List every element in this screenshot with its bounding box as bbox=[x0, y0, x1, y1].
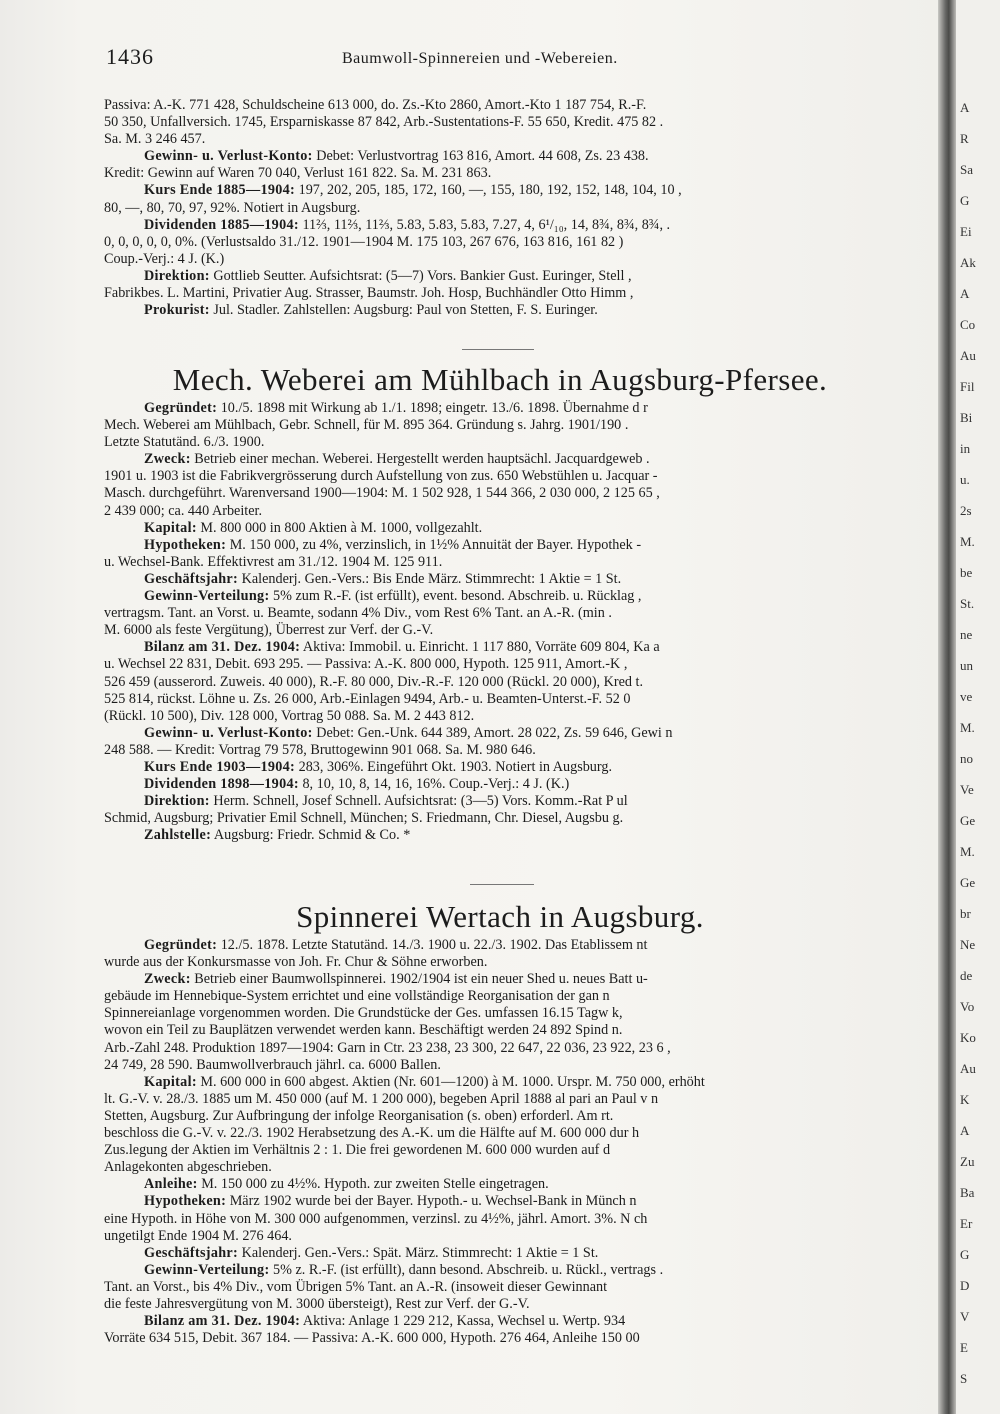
entry-text: Herm. Schnell, Josef Schnell. Aufsichtsrat: (3—5) Vors. Komm.-Rat P ul bbox=[209, 793, 628, 810]
entry-text: M. 150 000, zu 4%, verzinslich, in 1½% Annuität der Bayer. Hypothek - bbox=[226, 536, 642, 553]
text-line bbox=[104, 954, 904, 971]
text-line bbox=[104, 200, 904, 217]
text-line bbox=[104, 742, 904, 759]
margin-fragment: Bi bbox=[960, 410, 973, 425]
margin-fragment: E bbox=[960, 1340, 968, 1355]
entry-text: ungetilgt Ende 1904 M. 276 464. bbox=[104, 1227, 292, 1244]
entry-text: Debet: Verlustvortrag 163 816, Amort. 44 608, Zs. 23 438. bbox=[312, 148, 649, 165]
entry-label: Gewinn- u. Verlust-Konto: bbox=[144, 148, 313, 165]
text-line bbox=[104, 537, 904, 554]
entry-text: 5% zum R.-F. (ist erfüllt), event. besond. Abschreib. u. Rücklag , bbox=[269, 588, 642, 605]
margin-fragment: Co bbox=[960, 317, 976, 332]
margin-fragment: M. bbox=[960, 720, 975, 735]
section-title-spinnerei-wertach: Spinnerei Wertach in Augsburg. bbox=[296, 899, 704, 934]
text-line bbox=[104, 468, 904, 485]
section-title-mech-weberei: Mech. Weberei am Mühlbach in Augsburg-Pfersee. bbox=[172, 362, 828, 397]
text-line bbox=[104, 1057, 904, 1074]
text-line bbox=[104, 827, 904, 844]
entry-text: Passiva: A.-K. 771 428, Schuldscheine 613 000, do. Zs.-Kto 2860, Amort.-Kto 1 187 754, R.-F. bbox=[104, 97, 647, 113]
text-line bbox=[104, 1279, 904, 1296]
margin-fragment: Zu bbox=[960, 1154, 975, 1169]
text-line bbox=[104, 937, 904, 954]
margin-fragment: A bbox=[960, 100, 970, 115]
text-line bbox=[104, 485, 904, 502]
text-line bbox=[104, 1228, 904, 1245]
entry-text: 50 350, Unfallversich. 1745, Ersparniskasse 87 842, Arb.-Sustentations-F. 55 650, Kredit. 475 82 . bbox=[104, 114, 664, 131]
text-line bbox=[104, 810, 904, 827]
margin-fragment: Ge bbox=[960, 813, 976, 828]
entry-label: Geschäftsjahr: bbox=[144, 1244, 239, 1261]
entry-text: Masch. durchgeführt. Warenversand 1900—1904: M. 1 502 928, 1 544 366, 2 030 000, 2 125 65 , bbox=[104, 485, 660, 502]
text-line bbox=[104, 182, 904, 199]
margin-fragment: Ko bbox=[960, 1030, 976, 1045]
text-line bbox=[104, 131, 904, 148]
text-line bbox=[104, 520, 904, 537]
entry-text: Arb.-Zahl 248. Produktion 1897—1904: Garn in Ctr. 23 238, 23 300, 22 647, 22 036, 23 922, 23 6 , bbox=[104, 1039, 671, 1056]
entry-label: Zweck: bbox=[144, 451, 191, 468]
margin-fragment: S bbox=[960, 1371, 968, 1386]
entry-label: Zweck: bbox=[144, 971, 191, 988]
margin-fragment: M. bbox=[960, 844, 975, 859]
margin-fragment: Ba bbox=[960, 1185, 975, 1200]
text-line bbox=[104, 656, 904, 673]
margin-fragment: un bbox=[960, 658, 973, 673]
text-line bbox=[104, 503, 904, 520]
text-line bbox=[104, 1005, 904, 1022]
entry-text: Anlagekonten abgeschrieben. bbox=[104, 1159, 272, 1176]
section-mech-weberei bbox=[104, 400, 904, 844]
page-number: 1436 bbox=[106, 44, 154, 69]
entry-text: Augsburg: Friedr. Schmid & Co. * bbox=[211, 827, 411, 844]
margin-fragment: u. bbox=[960, 472, 970, 487]
entry-label: Kapital: bbox=[144, 519, 197, 536]
entry-label: Gewinn-Verteilung: bbox=[144, 588, 270, 605]
text-line bbox=[104, 605, 904, 622]
text-line bbox=[104, 1262, 904, 1279]
entry-text: M. 150 000 zu 4½%. Hypoth. zur zweiten Stelle eingetragen. bbox=[197, 1176, 549, 1193]
text-line bbox=[104, 674, 904, 691]
text-line bbox=[104, 1330, 904, 1347]
margin-fragment: Er bbox=[960, 1216, 973, 1231]
entry-text: 283, 306%. Eingeführt Okt. 1903. Notiert in Augsburg. bbox=[295, 758, 613, 775]
text-line bbox=[104, 1108, 904, 1125]
section-divider bbox=[470, 884, 534, 885]
margin-fragment: D bbox=[960, 1278, 970, 1293]
text-line bbox=[104, 588, 904, 605]
section-spinnerei-wertach bbox=[104, 937, 904, 1347]
page-header bbox=[106, 44, 906, 74]
entry-text: 12./5. 1878. Letzte Statutänd. 14./3. 1900 u. 22./3. 1902. Das Etablissem nt bbox=[217, 937, 648, 953]
text-line bbox=[104, 1296, 904, 1313]
entry-text: 248 588. — Kredit: Vortrag 79 578, Bruttogewinn 901 068. Sa. M. 980 646. bbox=[104, 741, 536, 758]
text-line bbox=[104, 639, 904, 656]
entry-text: Aktiva: Immobil. u. Einricht. 1 117 880, Vorräte 609 804, Ka a bbox=[300, 639, 660, 656]
text-line bbox=[104, 725, 904, 742]
margin-fragment: Sa bbox=[960, 162, 973, 177]
entry-text: Betrieb einer mechan. Weberei. Hergestellt werden hauptsächl. Jacquardgeweb . bbox=[190, 451, 650, 468]
entry-text: Mech. Weberei am Mühlbach, Gebr. Schnell, für M. 895 364. Gründung s. Jahrg. 1901/190 . bbox=[104, 417, 629, 434]
entry-text: 0, 0, 0, 0, 0, 0%. (Verlustsaldo 31./12. 1901—1904 M. 175 103, 267 676, 163 816, 161 82 ) bbox=[104, 233, 624, 250]
entry-text: M. 6000 als feste Vergütung), Überrest zur Verf. der G.-V. bbox=[104, 622, 434, 639]
text-line bbox=[104, 217, 904, 234]
section-divider bbox=[462, 349, 534, 350]
entry-text: Schmid, Augsburg; Privatier Emil Schnell, München; S. Friedmann, Chr. Diesel, Augsbu g. bbox=[104, 810, 624, 827]
text-line bbox=[104, 971, 904, 988]
text-line bbox=[104, 1159, 904, 1176]
margin-fragment: St. bbox=[960, 596, 975, 611]
text-line bbox=[104, 1142, 904, 1159]
entry-text: 24 749, 28 590. Baumwollverbrauch jährl. ca. 6000 Ballen. bbox=[104, 1056, 441, 1073]
entry-text: 10./5. 1898 mit Wirkung ab 1./1. 1898; eingetr. 13./6. 1898. Übernahme d r bbox=[217, 400, 648, 416]
margin-fragment: br bbox=[960, 906, 971, 921]
facing-page-margin bbox=[956, 0, 1000, 1414]
text-line bbox=[104, 554, 904, 571]
entry-text: M. 600 000 in 600 abgest. Aktien (Nr. 601—1200) à M. 1000. Urspr. M. 750 000, erhöht bbox=[196, 1073, 705, 1090]
text-line bbox=[104, 1074, 904, 1091]
text-line bbox=[104, 1245, 904, 1262]
entry-text: u. Wechsel 22 831, Debit. 693 295. — Passiva: A.-K. 800 000, Hypoth. 125 911, Amort.-K , bbox=[104, 656, 628, 673]
entry-text: Letzte Statutänd. 6./3. 1900. bbox=[104, 434, 265, 451]
margin-fragment: no bbox=[960, 751, 973, 766]
entry-text: März 1902 wurde bei der Bayer. Hypoth.- u. Wechsel-Bank in Münch n bbox=[226, 1193, 637, 1210]
entry-text: 197, 202, 205, 185, 172, 160, —, 155, 180, 192, 152, 148, 104, 10 , bbox=[295, 182, 682, 199]
margin-fragment: ne bbox=[960, 627, 973, 642]
text-line bbox=[104, 97, 904, 114]
margin-fragment: Ne bbox=[960, 937, 976, 952]
entry-label: Direktion: bbox=[144, 793, 210, 810]
entry-text: Coup.-Verj.: 4 J. (K.) bbox=[104, 250, 225, 267]
entry-text: 526 459 (ausserord. Zuweis. 40 000), R.-F. 80 000, Div.-R.-F. 120 000 (Rückl. 20 000), Kred t. bbox=[104, 673, 644, 690]
text-line bbox=[104, 708, 904, 725]
text-line bbox=[104, 148, 904, 165]
entry-label: Direktion: bbox=[144, 267, 210, 284]
margin-fragment: G bbox=[960, 1247, 970, 1262]
entry-label: Zahlstelle: bbox=[144, 827, 212, 844]
entry-text: Tant. an Vorst., bis 4% Div., vom Übrigen 5% Tant. an A.-R. (insoweit dieser Gewinnant bbox=[104, 1278, 608, 1295]
margin-fragment: R bbox=[960, 131, 969, 146]
margin-fragment: M. bbox=[960, 534, 975, 549]
entry-text: Aktiva: Anlage 1 229 212, Kassa, Wechsel u. Wertp. 934 bbox=[300, 1313, 626, 1330]
entry-text: 8, 10, 10, 8, 14, 16, 16%. Coup.-Verj.: 4 J. (K.) bbox=[298, 776, 570, 793]
entry-text: u. Wechsel-Bank. Effektivrest am 31./12. 1904 M. 125 911. bbox=[104, 553, 443, 570]
entry-text: Kalenderj. Gen.-Vers.: Spät. März. Stimmrecht: 1 Aktie = 1 St. bbox=[238, 1244, 599, 1261]
entry-text: Kredit: Gewinn auf Waren 70 040, Verlust 161 822. Sa. M. 231 863. bbox=[104, 165, 492, 182]
entry-text: 5% z. R.-F. (ist erfüllt), dann besond. Abschreib. u. Rückl., vertrags . bbox=[269, 1261, 664, 1278]
entry-text: Kalenderj. Gen.-Vers.: Bis Ende März. Stimmrecht: 1 Aktie = 1 St. bbox=[238, 570, 622, 587]
margin-fragment: Fil bbox=[960, 379, 975, 394]
entry-text: Sa. M. 3 246 457. bbox=[104, 131, 206, 148]
text-line bbox=[104, 1211, 904, 1228]
text-line bbox=[104, 434, 904, 451]
entry-label: Geschäftsjahr: bbox=[144, 570, 239, 587]
text-line bbox=[104, 285, 904, 302]
entry-text: die feste Jahresvergütung von M. 3000 übersteigt), Rest zur Verf. der G.-V. bbox=[104, 1295, 530, 1312]
margin-fragment: V bbox=[960, 1309, 970, 1324]
entry-text: Zus.legung der Aktien im Verhältnis 2 : 1. Die frei gewordenen M. 600 000 wurden auf d bbox=[104, 1142, 611, 1159]
text-line bbox=[104, 571, 904, 588]
book-gutter bbox=[938, 0, 956, 1414]
entry-text: eine Hypoth. in Höhe von M. 300 000 aufgenommen, verzinsl. zu 4½%, jährl. Amort. 3%. N ch bbox=[104, 1210, 648, 1227]
text-line bbox=[104, 417, 904, 434]
margin-fragment: K bbox=[960, 1092, 970, 1107]
entry-label: Gewinn-Verteilung: bbox=[144, 1261, 270, 1278]
entry-label: Kurs Ende 1903—1904: bbox=[144, 758, 296, 775]
text-line bbox=[104, 1193, 904, 1210]
entry-text: Betrieb einer Baumwollspinnerei. 1902/1904 ist ein neuer Shed u. neues Batt u- bbox=[190, 971, 648, 988]
entry-text: Gottlieb Seutter. Aufsichtsrat: (5—7) Vors. Bankier Gust. Euringer, Stell , bbox=[209, 267, 632, 284]
text-line bbox=[104, 451, 904, 468]
running-head: Baumwoll-Spinnereien und -Webereien. bbox=[342, 50, 618, 67]
entry-label: Gewinn- u. Verlust-Konto: bbox=[144, 724, 313, 741]
text-line bbox=[104, 114, 904, 131]
text-line bbox=[104, 793, 904, 810]
text-line bbox=[104, 1040, 904, 1057]
text-line bbox=[104, 165, 904, 182]
entry-label: Prokurist: bbox=[144, 302, 210, 319]
text-line bbox=[104, 691, 904, 708]
entry-text: Spinnereianlage vorgenommen worden. Die Grundstücke der Ges. umfassen 16.15 Tagw k, bbox=[104, 1005, 623, 1022]
entry-text: Stetten, Augsburg. Zur Aufbringung der infolge Reorganisation (s. oben) erforderl. Am rt. bbox=[104, 1107, 614, 1124]
entry-text: beschloss die G.-V. v. 22./3. 1902 Herabsetzung des A.-K. um die Hälfte auf M. 600 000 dur h bbox=[104, 1125, 640, 1142]
text-line bbox=[104, 268, 904, 285]
text-line bbox=[104, 622, 904, 639]
entry-label: Bilanz am 31. Dez. 1904: bbox=[144, 1313, 301, 1330]
entry-label: Gegründet: bbox=[144, 400, 218, 416]
text-line bbox=[104, 251, 904, 268]
text-line bbox=[104, 1125, 904, 1142]
margin-fragment: Au bbox=[960, 1061, 976, 1076]
entry-label: Hypotheken: bbox=[144, 536, 227, 553]
text-line bbox=[104, 400, 904, 417]
entry-label: Dividenden 1898—1904: bbox=[144, 776, 299, 793]
margin-fragment: ve bbox=[960, 689, 973, 704]
text-line bbox=[104, 234, 904, 251]
entry-text: lt. G.-V. v. 28./3. 1885 um M. 450 000 (auf M. 1 200 000), begeben April 1888 al pari an Paul v n bbox=[104, 1090, 659, 1107]
text-line bbox=[104, 776, 904, 793]
text-line bbox=[104, 759, 904, 776]
entry-text: Debet: Gen.-Unk. 644 389, Amort. 28 022, Zs. 59 646, Gewi n bbox=[312, 724, 673, 741]
margin-fragment: Ge bbox=[960, 875, 976, 890]
entry-text: gebäude im Hennebique-System errichtet und eine vollständige Reorganisation der gan n bbox=[104, 988, 610, 1005]
margin-fragment: Ei bbox=[960, 224, 972, 239]
entry-text: Vorräte 634 515, Debit. 367 184. — Passiva: A.-K. 600 000, Hypoth. 276 464, Anleihe 150 00 bbox=[104, 1330, 640, 1347]
entry-label: Bilanz am 31. Dez. 1904: bbox=[144, 639, 301, 656]
margin-fragment: A bbox=[960, 1123, 970, 1138]
margin-fragment: de bbox=[960, 968, 973, 983]
entry-text: 80, —, 80, 70, 97, 92%. Notiert in Augsburg. bbox=[104, 199, 361, 216]
entry-text: Fabrikbes. L. Martini, Privatier Aug. Strasser, Baumstr. Joh. Hosp, Buchhändler Otto Himm , bbox=[104, 285, 634, 302]
margin-fragment: G bbox=[960, 193, 970, 208]
text-line bbox=[104, 1022, 904, 1039]
entry-label: Kapital: bbox=[144, 1073, 197, 1090]
entry-text: Jul. Stadler. Zahlstellen: Augsburg: Paul von Stetten, F. S. Euringer. bbox=[209, 302, 598, 319]
entry-text: 2 439 000; ca. 440 Arbeiter. bbox=[104, 502, 263, 519]
entry-text: vertragsm. Tant. an Vorst. u. Beamte, sodann 4% Div., vom Rest 6% Tant. an A.-R. (min . bbox=[104, 605, 612, 622]
text-line bbox=[104, 302, 904, 319]
entry-label: Gegründet: bbox=[144, 937, 218, 953]
entry-label: Kurs Ende 1885—1904: bbox=[144, 182, 296, 199]
margin-fragment: Ve bbox=[960, 782, 974, 797]
margin-fragment: Vo bbox=[960, 999, 975, 1014]
entry-text: 525 814, rückst. Löhne u. Zs. 26 000, Arb.-Einlagen 9494, Arb.- u. Beamten-Unterst.-F. 52 0 bbox=[104, 690, 631, 707]
margin-fragment: Au bbox=[960, 348, 976, 363]
text-line bbox=[104, 1176, 904, 1193]
margin-fragment: Ak bbox=[960, 255, 976, 270]
text-line bbox=[104, 1091, 904, 1108]
margin-fragment: 2s bbox=[960, 503, 972, 518]
margin-fragment: be bbox=[960, 565, 973, 580]
entry-text: (Rückl. 10 500), Div. 128 000, Vortrag 50 088. Sa. M. 2 443 812. bbox=[104, 707, 475, 724]
section-previous-company-continued bbox=[104, 97, 904, 319]
entry-text: 11⅔, 11⅔, 11⅔, 5.83, 5.83, 5.83, 7.27, 4, 6¹/₁₀, 14, 8¾, 8¾, 8¾, . bbox=[298, 216, 671, 233]
entry-text: wovon ein Teil zu Bauplätzen verwendet werden kann. Beschäftigt werden 24 892 Spind n. bbox=[104, 1022, 623, 1039]
text-line bbox=[104, 1313, 904, 1330]
margin-fragment: in bbox=[960, 441, 971, 456]
text-line bbox=[104, 988, 904, 1005]
entry-label: Dividenden 1885—1904: bbox=[144, 216, 299, 233]
entry-label: Hypotheken: bbox=[144, 1193, 227, 1210]
entry-text: M. 800 000 in 800 Aktien à M. 1000, vollgezahlt. bbox=[196, 519, 483, 536]
margin-fragment: A bbox=[960, 286, 970, 301]
entry-text: wurde aus der Konkursmasse von Joh. Fr. Chur & Söhne erworben. bbox=[104, 954, 488, 971]
entry-text: 1901 u. 1903 ist die Fabrikvergrösserung durch Aufstellung von zus. 650 Webstühlen u. Jacquar - bbox=[104, 468, 658, 485]
entry-label: Anleihe: bbox=[144, 1176, 198, 1193]
